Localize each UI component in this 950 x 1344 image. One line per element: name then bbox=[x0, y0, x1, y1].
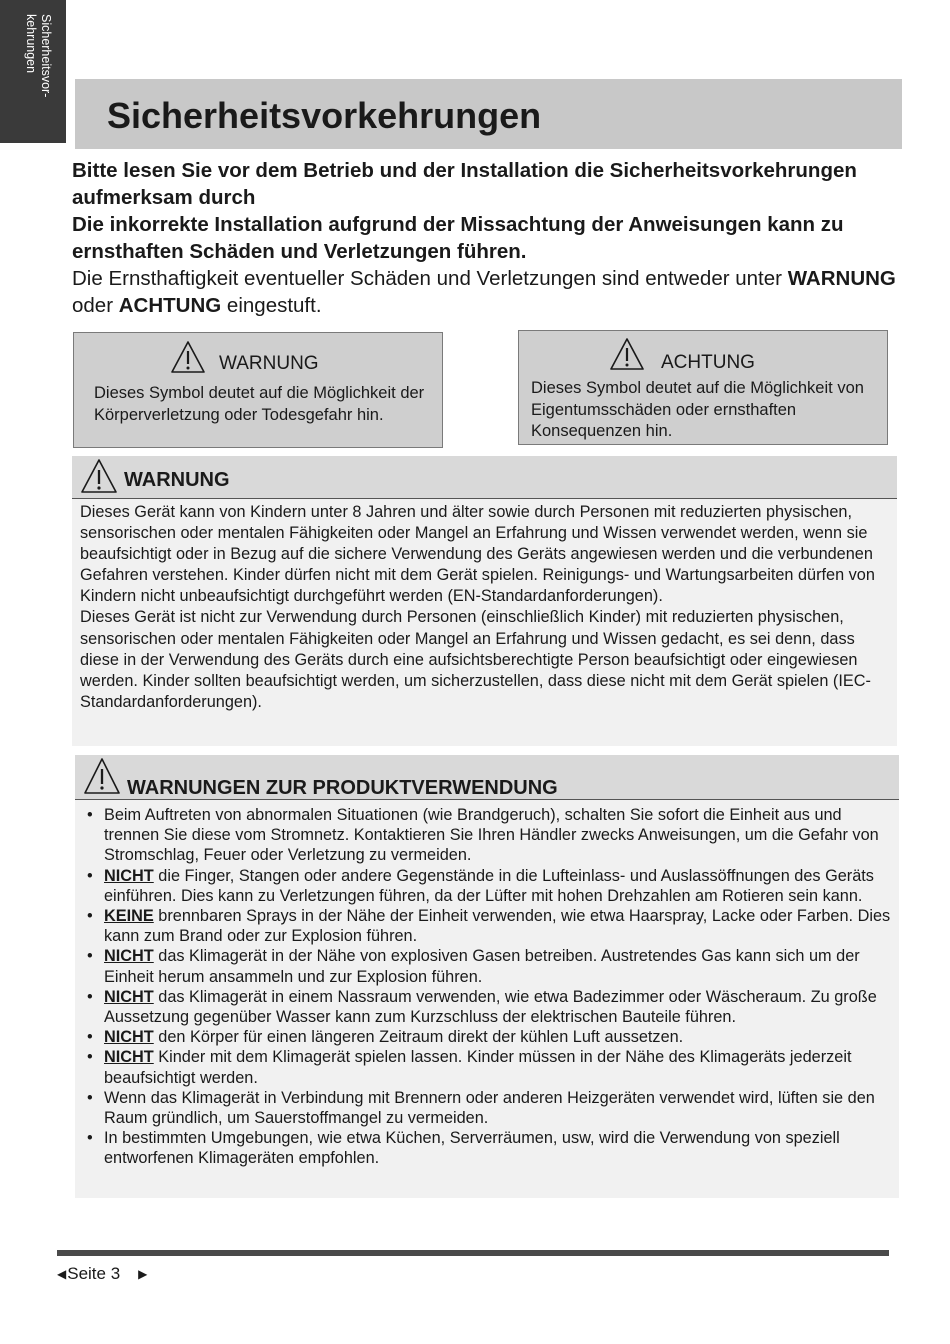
triangle-right-icon[interactable]: ▶ bbox=[138, 1267, 148, 1281]
list-item-text: Beim Auftreten von abnormalen Situationen (wie Brandgeruch), schalten Sie sofort die Einheit aus und trennen Sie diese vom Stromnetz. Kontaktieren Sie Ihren Händler zwecks Anweisungen, um die Gefahr von Stromschlag, Feuer oder Verletzung zu vermeiden. bbox=[104, 806, 879, 865]
footer-divider bbox=[57, 1250, 889, 1256]
intro-severity-text-2: oder bbox=[72, 294, 119, 317]
list-item-text: die Finger, Stangen oder andere Gegenstände in die Lufteinlass- und Auslassöffnungen des Geräts einführen. Dies kann zu Verletzungen führen, da der Lüfter mit hohen Drehzahlen am Rotieren sein kann. bbox=[104, 866, 874, 905]
title-bar bbox=[75, 79, 902, 149]
intro-severity-text-3: eingestuft. bbox=[221, 294, 322, 317]
list-item-keyword: NICHT bbox=[104, 987, 154, 1006]
warning-triangle-icon bbox=[170, 340, 206, 374]
list-item-text: Wenn das Klimagerät in Verbindung mit Brennern oder anderen Heizgeräten verwendet wird, lüften sie den Raum gründlich, um Sauerstoffmangel zu vermeiden. bbox=[104, 1088, 875, 1128]
product-warnings-title: WARNUNGEN ZUR PRODUKTVERWENDUNG bbox=[127, 777, 558, 799]
intro bbox=[72, 157, 902, 319]
list-item-keyword: NICHT bbox=[104, 1048, 154, 1067]
achtung-box-title: ACHTUNG bbox=[661, 352, 755, 373]
page-title: Sicherheitsvorkehrungen bbox=[107, 95, 542, 136]
warning-triangle-icon bbox=[609, 337, 645, 371]
intro-achtung-term: ACHTUNG bbox=[118, 294, 222, 317]
warnung-symbol-box bbox=[73, 332, 443, 448]
bullet-icon: • bbox=[87, 806, 93, 824]
list-item bbox=[87, 1047, 893, 1087]
list-item-keyword: NICHT bbox=[104, 866, 154, 885]
product-warnings-header bbox=[75, 755, 899, 800]
achtung-box-text: Dieses Symbol deutet auf die Möglichkeit von Eigentumsschäden oder ernsthaften Konsequenzen hin. bbox=[531, 379, 864, 440]
intro-installation-notice: Die inkorrekte Installation aufgrund der Missachtung der Anweisungen kann zu ernsthaften Schäden und Verletzungen führen. bbox=[72, 213, 844, 263]
page-number: Seite 3 bbox=[67, 1264, 121, 1283]
list-item bbox=[87, 987, 893, 1027]
triangle-left-icon[interactable]: ◀ bbox=[57, 1267, 67, 1281]
bullet-icon: • bbox=[87, 1088, 93, 1107]
bullet-icon: • bbox=[87, 1028, 93, 1047]
bullet-icon: • bbox=[87, 907, 93, 926]
intro-severity-notice bbox=[72, 265, 902, 319]
list-item bbox=[87, 1027, 893, 1047]
list-item-text: das Klimagerät in einem Nassraum verwenden, wie etwa Badezimmer oder Wäscheraum. Zu große Aussetzung gegenüber Wasser kann zum Kurzschluss der elektrischen Bauteile führen. bbox=[104, 987, 877, 1027]
list-item bbox=[87, 946, 893, 986]
list-item-keyword: KEINE bbox=[104, 907, 154, 926]
bullet-icon: • bbox=[87, 947, 93, 966]
warning-triangle-icon bbox=[83, 757, 121, 795]
warnung-box-text: Dieses Symbol deutet auf die Möglichkeit der Körperverletzung oder Todesgefahr hin. bbox=[94, 384, 425, 424]
warning-section bbox=[72, 456, 897, 746]
side-tab bbox=[0, 0, 66, 143]
warning-section-title: WARNUNG bbox=[124, 469, 230, 491]
warning-paragraph-iec: Dieses Gerät ist nicht zur Verwendung durch Personen (einschließlich Kinder) mit reduzierten physischen, sensorischen oder mentalen Fähigkeiten oder Mangel an Erfahrung und Wissen gedacht, es sei denn, dass diese in der Verwendung des Geräts durch eine aufsichtsberechtigte Person beaufsichtigt oder eingewiesen werden. Kinder sollten beaufsichtigt werden, um sicherzustellen, dass diese nicht mit dem Gerät spielen (IEC-Standardanforderungen). bbox=[80, 608, 871, 711]
intro-severity-text: Die Ernsthaftigkeit eventueller Schäden und Verletzungen sind entweder unter bbox=[72, 267, 788, 290]
product-warnings-section bbox=[75, 755, 899, 1198]
list-item bbox=[87, 906, 893, 946]
product-warnings-list bbox=[87, 805, 893, 1169]
intro-warnung-term: WARNUNG bbox=[787, 267, 896, 290]
list-item bbox=[87, 805, 893, 866]
list-item bbox=[87, 866, 893, 906]
warning-triangle-icon bbox=[80, 458, 118, 494]
list-item-keyword: NICHT bbox=[104, 1028, 154, 1047]
bullet-icon: • bbox=[87, 987, 93, 1006]
list-item-text: den Körper für einen längeren Zeitraum direkt der kühlen Luft aussetzen. bbox=[153, 1028, 684, 1047]
achtung-symbol-box bbox=[518, 330, 888, 445]
warnung-box-title: WARNUNG bbox=[219, 353, 319, 374]
list-item-text: brennbaren Sprays in der Nähe der Einheit verwenden, wie etwa Haarspray, Lacke oder Farben. Dies kann zum Brand oder zur Explosion führen. bbox=[104, 907, 891, 946]
bullet-icon: • bbox=[87, 866, 93, 885]
warning-paragraph-en: Dieses Gerät kann von Kindern unter 8 Jahren und älter sowie durch Personen mit reduzierten physischen, sensorischen oder mentalen Fähigkeiten oder Mangel an Erfahrung und Wissen verwendet werden, wenn sie beaufsichtigt oder in Bezug auf die sichere Verwendung des Geräts angewiesen werden und die verbundenen Gefahren verstehen. Kinder dürfen nicht mit dem Gerät spielen. Reinigungs- und Wartungsarbeiten dürfen von Kindern nicht unbeaufsichtigt durchgeführt werden (EN-Standardanforderungen). bbox=[80, 503, 875, 606]
bullet-icon: • bbox=[87, 1129, 93, 1148]
list-item-text: das Klimagerät in der Nähe von explosiven Gasen betreiben. Austretendes Gas kann sich um der Einheit herum ansammeln und zur Explosion führen. bbox=[104, 947, 860, 986]
list-item bbox=[87, 1088, 893, 1128]
list-item-text: In bestimmten Umgebungen, wie etwa Küchen, Serverräumen, usw, wird die Verwendung von speziell entworfenen Klimageräten empfohlen. bbox=[104, 1129, 840, 1168]
list-item bbox=[87, 1128, 893, 1168]
bullet-icon: • bbox=[87, 1048, 93, 1067]
list-item-text: Kinder mit dem Klimagerät spielen lassen. Kinder müssen in der Nähe des Klimageräts jederzeit beaufsichtigt werden. bbox=[104, 1048, 852, 1087]
list-item-keyword: NICHT bbox=[104, 947, 154, 966]
warning-section-header bbox=[72, 456, 897, 499]
warning-section-body bbox=[80, 502, 885, 713]
page-footer bbox=[57, 1264, 147, 1284]
intro-read-notice: Bitte lesen Sie vor dem Betrieb und der Installation die Sicherheitsvorkehrungen aufmerksam durch bbox=[72, 159, 857, 209]
side-tab-label: Sicherheitsvor- kehrungen bbox=[24, 14, 53, 98]
